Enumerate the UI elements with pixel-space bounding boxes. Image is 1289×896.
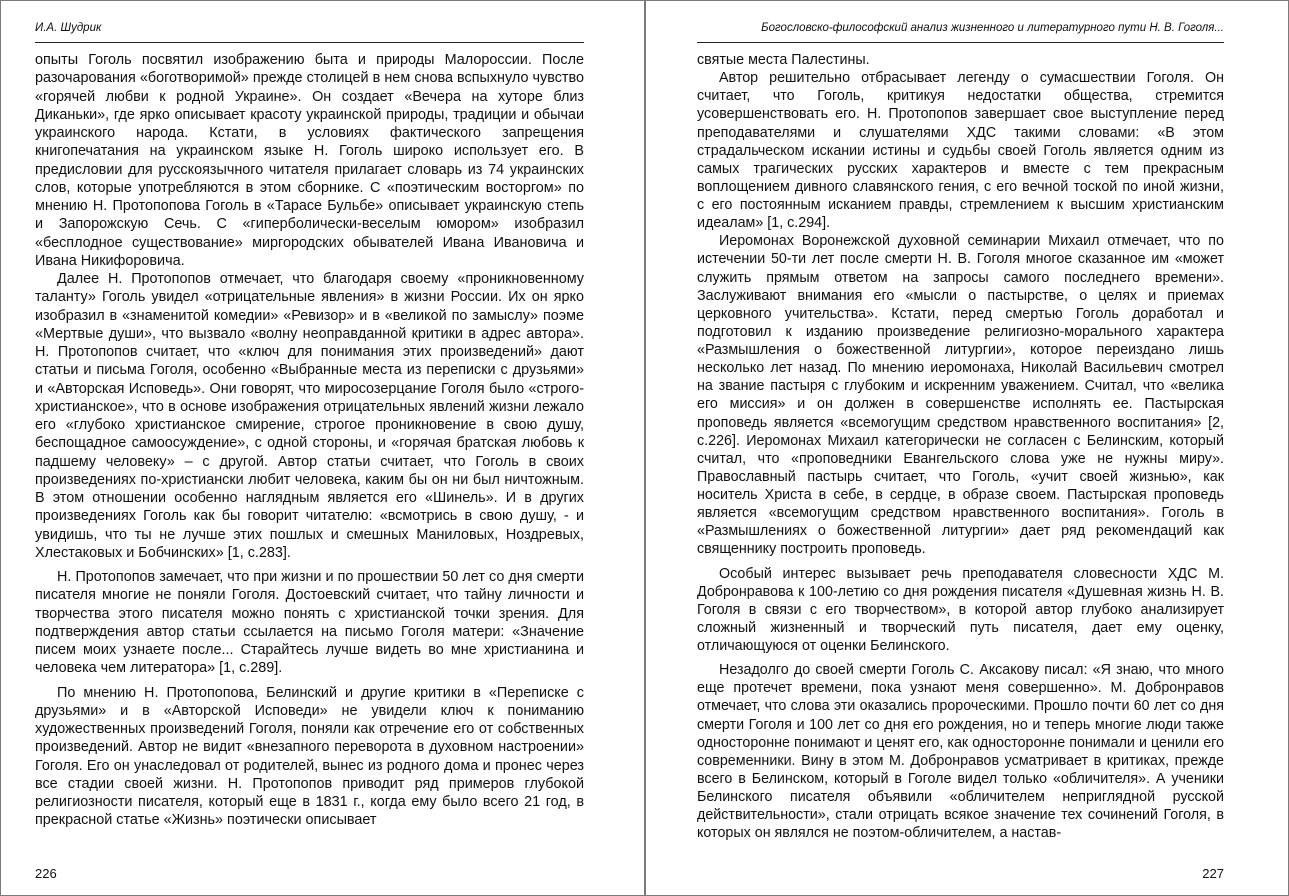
running-head-title: Богословско-философский анализ жизненного и литературного пути Н. В. Гоголя... <box>761 22 1224 34</box>
header-rule <box>35 42 584 43</box>
page-number: 227 <box>1202 866 1224 881</box>
header-rule <box>697 42 1224 43</box>
paragraph: Н. Протопопов замечает, что при жизни и по прошествии 50 лет со дня смерти писателя многие не поняли Гоголя. Достоевский считает, что тайну личности и творчества этого писателя можно понять с христианской точки зрения. Для подтверждения автор статьи ссылается на письмо Гоголя матери: «Значение писем моих узнаете после... Старайтесь лучше видеть во мне христианина и человека чем литератора» [1, с.289]. <box>35 569 584 677</box>
paragraph: По мнению Н. Протопопова, Белинский и другие критики в «Переписке с друзьями» и в «Авторской Исповеди» не увидели ключ к пониманию художественных произведений Гоголя, поняли как отречение его от собственных произведений. Автор не видит «внезапного переворота в духовном настроении» Гоголя. Его он унаследовал от родителей, вынес из родного дома и пронес через все стадии своей жизни. Н. Протопопов приводит ряд примеров глубокой религиозности писателя, который еще в 1831 г., когда ему было всего 21 год, в прекрасной статье «Жизнь» поэтически описывает <box>35 684 584 829</box>
paragraph: Далее Н. Протопопов отмечает, что благодаря своему «проникновенному таланту» Гоголь увидел «отрицательные явления» в жизни России. Их он ярко изобразил в «знаменитой комедии» «Ревизор» и в «великой по замыслу» поэме «Мертвые души», что вызвало «волну неоправданной критики в адрес автора». Н. Протопопов считает, что «ключ для понимания этих произведений» дают статьи и письма Гоголя, особенно «Выбранные места из переписки с друзьями» и «Авторская Исповедь». Они говорят, что миросозерцание Гоголя было «строго-христианское», что в основе изображения отрицательных явлений жизни лежало его «глубоко христианское смирение, строгое проникновение в свою душу, беспощадное самоосуждение», с одной стороны, и «горячая братская любовь к падшему человеку» – с другой. Автор статьи считает, что Гоголь в своих произведениях по-христиански любит человека, каким бы он ни был ничтожным. В этом отношении особенно наглядным является его «Шинель». И в других произведениях Гоголь как бы говорит читателю: «всмотрись в свою душу, - и увидишь, что ты не лучше этих пошлых и смешных Маниловых, Ноздревых, Хлестаковых и Бобчинских» [1, с.283]. <box>35 271 584 561</box>
paragraph: святые места Палестины. <box>697 52 870 68</box>
paragraph: опыты Гоголь посвятил изображению быта и природы Малороссии. После разочарования «боготворимой» прежде столицей в нем снова вспыхнуло чувство «горячей любви к родной Украине». Он создает «Вечера на хуторе близ Диканьки», где ярко описывает красоту украинской природы, традиции и обычаи украинского народа. Кстати, в условиях фактического запрещения книгопечатания на украинском языке Н. Гоголь широко использует его. В предисловии для русскоязычного читателя прилагает словарь из 74 украинских слов, которые употребляются в этом сборнике. С «поэтическим восторгом» по мнению Н. Протопопова Гоголь в «Тарасе Бульбе» описывает украинскую степь и Запорожскую Сечь. С «гиперболически-веселым юмором» изобразил «бесплодное существование» миргородских обывателей Ивана Ивановича и Ивана Никифоровича. <box>35 52 584 269</box>
right-page-body <box>697 51 1224 842</box>
paragraph: Особый интерес вызывает речь преподавателя словесности ХДС М. Добронравова к 100-летию со дня рождения писателя «Душевная жизнь Н. В. Гоголя в связи с его творчеством», в которой автор глубоко анализирует сложный жизненный и творческий путь писателя, дает ему оценку, отличающуюся от оценки Белинского. <box>697 565 1224 654</box>
paragraph: Незадолго до своей смерти Гоголь С. Аксакову писал: «Я знаю, что много еще протечет времени, пока узнают меня совершенно». М. Добронравов отмечает, что слова эти оказались пророческими. Прошло почти 60 лет со дня смерти Гоголя и 100 лет со дня его рождения, но и теперь многие люди также односторонне понимают и ценят его, как односторонне понимали и ценили его современники. Вину в этом М. Добронравов усматривает в критиках, прежде всего в Белинском, который в Гоголе видел только «обличителя». А ученики Белинского писателя объявили «обличителем неприглядной русской действительности», стали отрицать всякое значение тех сочинений Гоголя, в которых он являлся не поэтом-обличителем, а настав- <box>697 662 1224 842</box>
paragraph: Автор решительно отбрасывает легенду о сумасшествии Гоголя. Он считает, что Гоголь, критикуя недостатки общества, стремится усовершенствовать его. Н. Протопопов завершает свое выступление перед преподавателями и слушателями ХДС такими словами: «В этом страдальческом искании истины и судьбы своей Гоголь является одним из самых трагических русских характеров и вместе с тем прекрасным воплощением дивного славянского гения, с его вечной тоской по иной жизни, с его постоянным исканием правды, стремлением к высшим христианским идеалам» [1, с.294]. <box>697 70 1224 232</box>
paragraph: Иеромонах Воронежской духовной семинарии Михаил отмечает, что по истечении 50-ти лет после смерти Н. В. Гоголя многое сказанное им «может служить прямым ответом на запросы самого последнего времени». Заслуживают внимания его «мысли о пастырстве, о целях и приемах церковного учительства». Кстати, перед смертью Гоголь доработал и подготовил к изданию произведение религиозно-морального характера «Размышления о божественной литургии», которое переиздано лишь несколько лет назад. По мнению иеромонаха, Николай Васильевич смотрел на звание пастыря с глубоким и искренним уважением. Считал, что «велика его миссия» и он должен в совершенстве исполнять ее. Пастырская проповедь является «всемогущим средством нравственного воспитания» [2, с.226]. Иеромонах Михаил категорически не согласен с Белинским, который считал, что «проповедники Евангельского слова уже не нужны миру». Православный пастырь считает, что Гоголь, «учит своей жизнью», как носитель Христа в себе, в сердце, в образе своем. Пастырская проповедь является «всемогущим средством нравственного воспитания». Гоголь в «Размышлениях о божественной литургии» дает ряд рекомендаций как священнику построить проповедь. <box>697 233 1224 558</box>
right-page <box>646 1 1288 895</box>
left-page-body <box>35 51 584 830</box>
left-page <box>1 1 644 895</box>
running-head-author: И.А. Шудрик <box>35 22 102 34</box>
page-number: 226 <box>35 866 57 881</box>
